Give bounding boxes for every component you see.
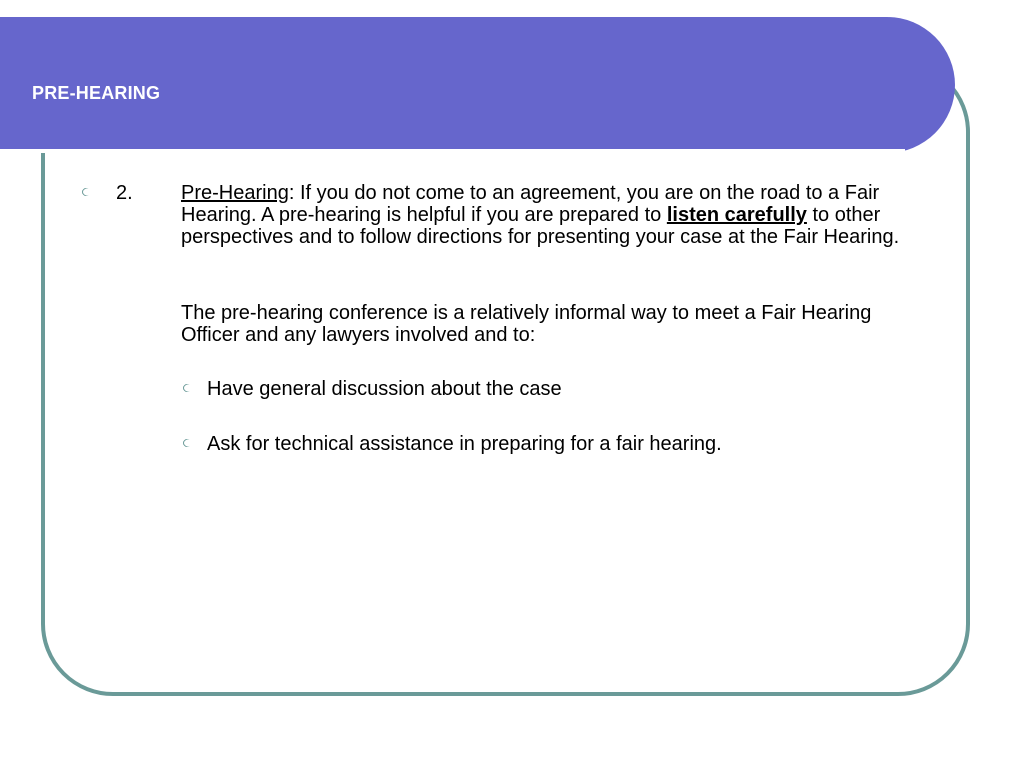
paragraph-pre-hearing [181,182,951,248]
paragraph-conference: The pre-hearing conference is a relatively informal way to meet a Fair Hearing Officer and any lawyers involved and to: [181,302,872,346]
paragraph1-text-b: to other perspectives and to follow directions for presenting your case at the Fair Hearing. [181,204,900,248]
slide-title: PRE-HEARING [32,83,161,103]
paragraph1-text-a: : If you do not come to an agreement, you are on the road to a Fair Hearing. A pre-hearing is helpful if you are prepared to [181,182,880,226]
lead-term: Pre-Hearing [181,182,289,204]
bullet-icon [80,186,91,197]
emphasis-listen-carefully: listen carefully [666,204,807,226]
sub-bullet-icon [181,437,192,448]
sub-item-technical-assistance: Ask for technical assistance in preparing for a fair hearing. [207,433,722,455]
sub-item-discussion: Have general discussion about the case [207,378,562,400]
item-number: 2. [116,182,133,204]
sub-bullet-icon [181,382,192,393]
